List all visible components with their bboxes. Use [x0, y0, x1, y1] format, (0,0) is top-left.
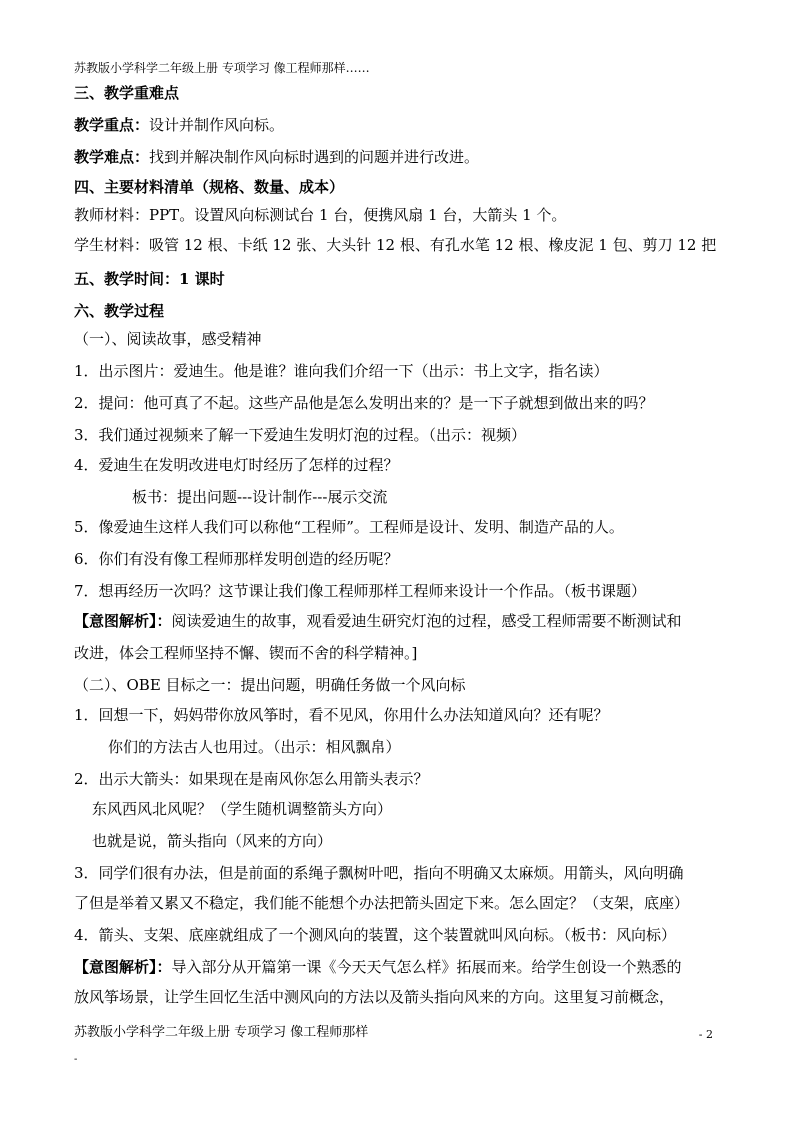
intent-analysis-text: 导入部分从开篇第一课《今天天气怎么样》拓展而来。给学生创设一个熟悉的 — [171, 958, 682, 976]
list-item: 1．出示图片：爱迪生。他是谁？谁向我们介绍一下（出示：书上文字，指名读） — [74, 362, 609, 380]
difficult-point-line — [74, 146, 479, 168]
list-item: 5．像爱迪生这样人我们可以称他“工程师”。工程师是设计、发明、制造产品的人。 — [74, 518, 624, 536]
subsection-1-heading: （一）、阅读故事，感受精神 — [74, 330, 262, 348]
list-item-cont: 了但是举着又累又不稳定，我们能不能想个办法把箭头固定下来。怎么固定？（支架，底座） — [74, 894, 690, 912]
list-item: 2．出示大箭头：如果现在是南风你怎么用箭头表示？ — [74, 770, 429, 788]
list-item: 7．想再经历一次吗？这节课让我们像工程师那样工程师来设计一个作品。（板书课题） — [74, 582, 647, 600]
intent-analysis-label: 【意图解析】： — [74, 612, 172, 630]
list-item-note: 你们的方法古人也用过。（出示：相风飘帛） — [108, 738, 401, 756]
subsection-2-heading: （二）、OBE 目标之一：提出问题，明确任务做一个风向标 — [74, 676, 466, 694]
difficult-point-text: 找到并解决制作风向标时遇到的问题并进行改进。 — [149, 148, 480, 166]
page-number: - 2 — [698, 1028, 713, 1041]
list-item: 4．箭头、支架、底座就组成了一个测风向的装置，这个装置就叫风向标。（板书：风向标） — [74, 926, 677, 944]
teacher-materials: 教师材料：PPT。设置风向标测试台 1 台，便携风扇 1 台，大箭头 1 个。 — [74, 206, 567, 224]
key-point-text: 设计并制作风向标。 — [149, 116, 285, 134]
key-point-label: 教学重点： — [74, 116, 150, 134]
list-item-note: 也就是说，箭头指向（风来的方向） — [92, 832, 333, 850]
section-heading-5: 五、教学时间：1 课时 — [74, 270, 225, 288]
section-heading-6: 六、教学过程 — [74, 302, 165, 320]
list-item-note: 东风西风北风呢？（学生随机调整箭头方向） — [92, 800, 393, 818]
intent-analysis-2 — [74, 956, 682, 978]
footer-mark: - — [74, 1054, 78, 1065]
section-heading-3: 三、教学重难点 — [74, 84, 180, 102]
key-point-line — [74, 114, 284, 136]
intent-analysis-1-cont: 改进，体会工程师坚持不懈、锲而不舍的科学精神。] — [74, 644, 418, 662]
list-item: 2．提问：他可真了不起。这些产品他是怎么发明出来的？是一下子就想到做出来的吗？ — [74, 394, 654, 412]
intent-analysis-label: 【意图解析】： — [74, 958, 172, 976]
list-item: 4．爱迪生在发明改进电灯时经历了怎样的过程？ — [74, 456, 399, 474]
list-item: 3．同学们很有办法，但是前面的系绳子飘树叶吧，指向不明确又太麻烦。用箭头，风向明确 — [74, 864, 684, 882]
page-footer: 苏教版小学科学二年级上册 专项学习 像工程师那样 — [74, 1025, 369, 1040]
page-header: 苏教版小学科学二年级上册 专项学习 像工程师那样…… — [74, 61, 370, 75]
intent-analysis-text: 阅读爱迪生的故事，观看爱迪生研究灯泡的过程，感受工程师需要不断测试和 — [171, 612, 682, 630]
difficult-point-label: 教学难点： — [74, 148, 150, 166]
list-item: 1．回想一下，妈妈带你放风筝时，看不见风，你用什么办法知道风向？还有呢？ — [74, 706, 609, 724]
board-note: 板书：提出问题---设计制作---展示交流 — [132, 488, 388, 506]
student-materials: 学生材料：吸管 12 根、卡纸 12 张、大头针 12 根、有孔水笔 12 根、橡皮泥 1 包、剪刀 12 把 — [74, 236, 717, 254]
intent-analysis-2-cont: 放风筝场景，让学生回忆生活中测风向的方法以及箭头指向风来的方向。这里复习前概念， — [74, 988, 675, 1006]
list-item: 6．你们有没有像工程师那样发明创造的经历呢？ — [74, 550, 399, 568]
section-heading-4: 四、主要材料清单（规格、数量、成本） — [74, 178, 345, 196]
list-item: 3．我们通过视频来了解一下爱迪生发明灯泡的过程。（出示：视频） — [74, 426, 527, 444]
intent-analysis-1 — [74, 610, 682, 632]
